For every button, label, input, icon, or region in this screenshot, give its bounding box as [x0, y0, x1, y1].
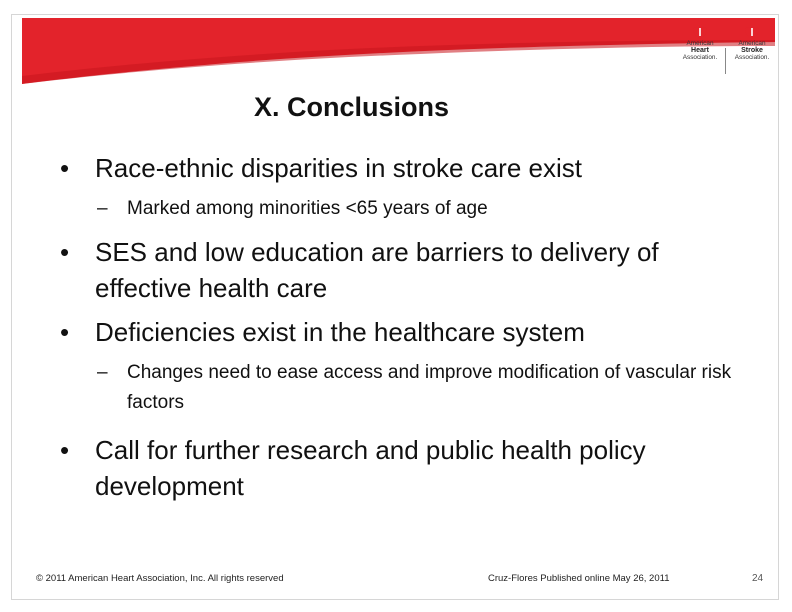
logo-line: Stroke [741, 47, 763, 54]
bullet-text: Race-ethnic disparities in stroke care exist [95, 153, 582, 183]
bullet-text: SES and low education are barriers to delivery of effective health care [95, 237, 659, 303]
bullet-text: Deficiencies exist in the healthcare system [95, 317, 585, 347]
footer-copyright: © 2011 American Heart Association, Inc. All rights reserved [36, 573, 284, 584]
asa-logo [728, 26, 776, 76]
aha-asa-logo [676, 26, 776, 76]
aha-logo [676, 26, 724, 76]
logo-line: American [686, 40, 714, 47]
slide-title: X. Conclusions [254, 92, 450, 122]
sub-bullet-text: Marked among minorities <65 years of age [127, 198, 488, 219]
bullet-text: Call for further research and public health policy development [95, 435, 646, 501]
bullet-glyph: • [60, 237, 70, 267]
slide-body [60, 140, 750, 504]
bullet-glyph: • [60, 435, 70, 465]
page-number: 24 [752, 573, 764, 584]
bullet-item [60, 234, 750, 306]
sub-bullet-item [60, 358, 750, 418]
bullet-item [60, 150, 750, 186]
sub-bullet-glyph: – [97, 198, 108, 219]
bullet-item [60, 314, 750, 350]
logo-line: American [738, 40, 766, 47]
logo-line: Association. [682, 54, 718, 61]
logo-divider [725, 48, 726, 74]
heart-torch-icon [692, 26, 708, 40]
logo-line: Heart [691, 47, 709, 54]
bullet-glyph: • [60, 153, 70, 183]
logo-line: Association. [734, 54, 770, 61]
sub-bullet-text: Changes need to ease access and improve modification of vascular risk factors [127, 362, 732, 413]
footer-citation: Cruz-Flores Published online May 26, 2011 [488, 573, 670, 584]
sub-bullet-glyph: – [97, 362, 108, 383]
bullet-item [60, 432, 750, 504]
heart-torch-icon [744, 26, 760, 40]
sub-bullet-item [60, 194, 750, 224]
red-banner [0, 0, 792, 90]
bullet-glyph: • [60, 317, 70, 347]
